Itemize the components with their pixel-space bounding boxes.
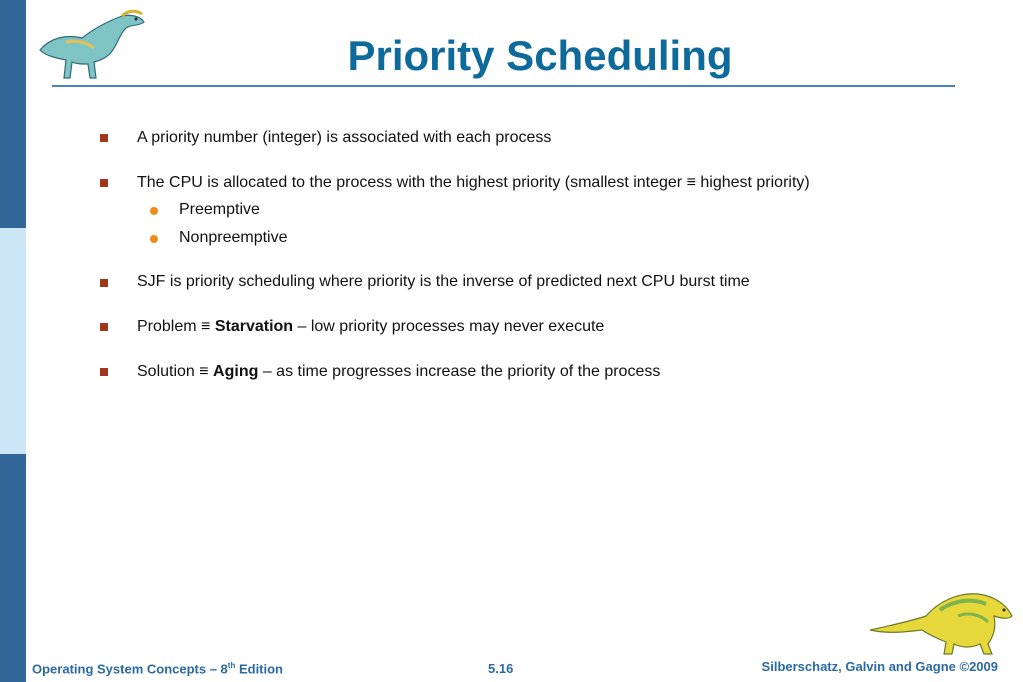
- subbullet-text: Preemptive: [179, 201, 260, 218]
- slide-title: Priority Scheduling: [347, 32, 733, 79]
- bullet-square-icon: [100, 323, 108, 331]
- bullet-text: SJF is priority scheduling where priority is the inverse of predicted next CPU burst time: [137, 273, 750, 290]
- subbullet-text: Nonpreemptive: [179, 229, 288, 246]
- bullet-text-prefix: Solution ≡: [137, 363, 214, 380]
- bullet-text-bold: Starvation: [214, 318, 294, 335]
- sidebar-segment-middle: [0, 228, 26, 454]
- bullet-square-icon: [100, 179, 108, 187]
- bullet-square-icon: [100, 279, 108, 287]
- bullet-dot-icon: [150, 235, 158, 243]
- bullet-square-icon: [100, 368, 108, 376]
- bullet-text: [137, 317, 604, 337]
- footer-book-title-suffix: Edition: [235, 661, 284, 677]
- title-divider: [52, 85, 955, 87]
- left-sidebar: [0, 0, 26, 682]
- sidebar-segment-bottom: [0, 454, 26, 682]
- bullet-text: [137, 362, 660, 382]
- footer-authors: Silberschatz, Galvin and Gagne ©2009: [761, 659, 998, 674]
- bullet-text-prefix: Problem ≡: [137, 318, 215, 335]
- footer-book-title-prefix: Operating System Concepts – 8: [32, 661, 228, 677]
- bullet-text-suffix: – as time progresses increase the priority of the process: [258, 363, 661, 380]
- sidebar-segment-top: [0, 0, 26, 228]
- footer-book-title: [32, 661, 283, 676]
- bullet-text: The CPU is allocated to the process with the highest priority (smallest integer ≡ highest priority): [137, 174, 810, 191]
- bullet-dot-icon: [150, 207, 158, 215]
- footer-book-title-sup: th: [227, 661, 236, 670]
- dinosaur-icon: [36, 8, 156, 84]
- footer-page-number: 5.16: [488, 661, 514, 676]
- bullet-text-suffix: – low priority processes may never execute: [293, 318, 605, 335]
- bullet-text-bold: Aging: [213, 363, 259, 380]
- bullet-text: A priority number (integer) is associated with each process: [137, 129, 552, 146]
- bullet-square-icon: [100, 134, 108, 142]
- dinosaur-icon: [868, 586, 1018, 658]
